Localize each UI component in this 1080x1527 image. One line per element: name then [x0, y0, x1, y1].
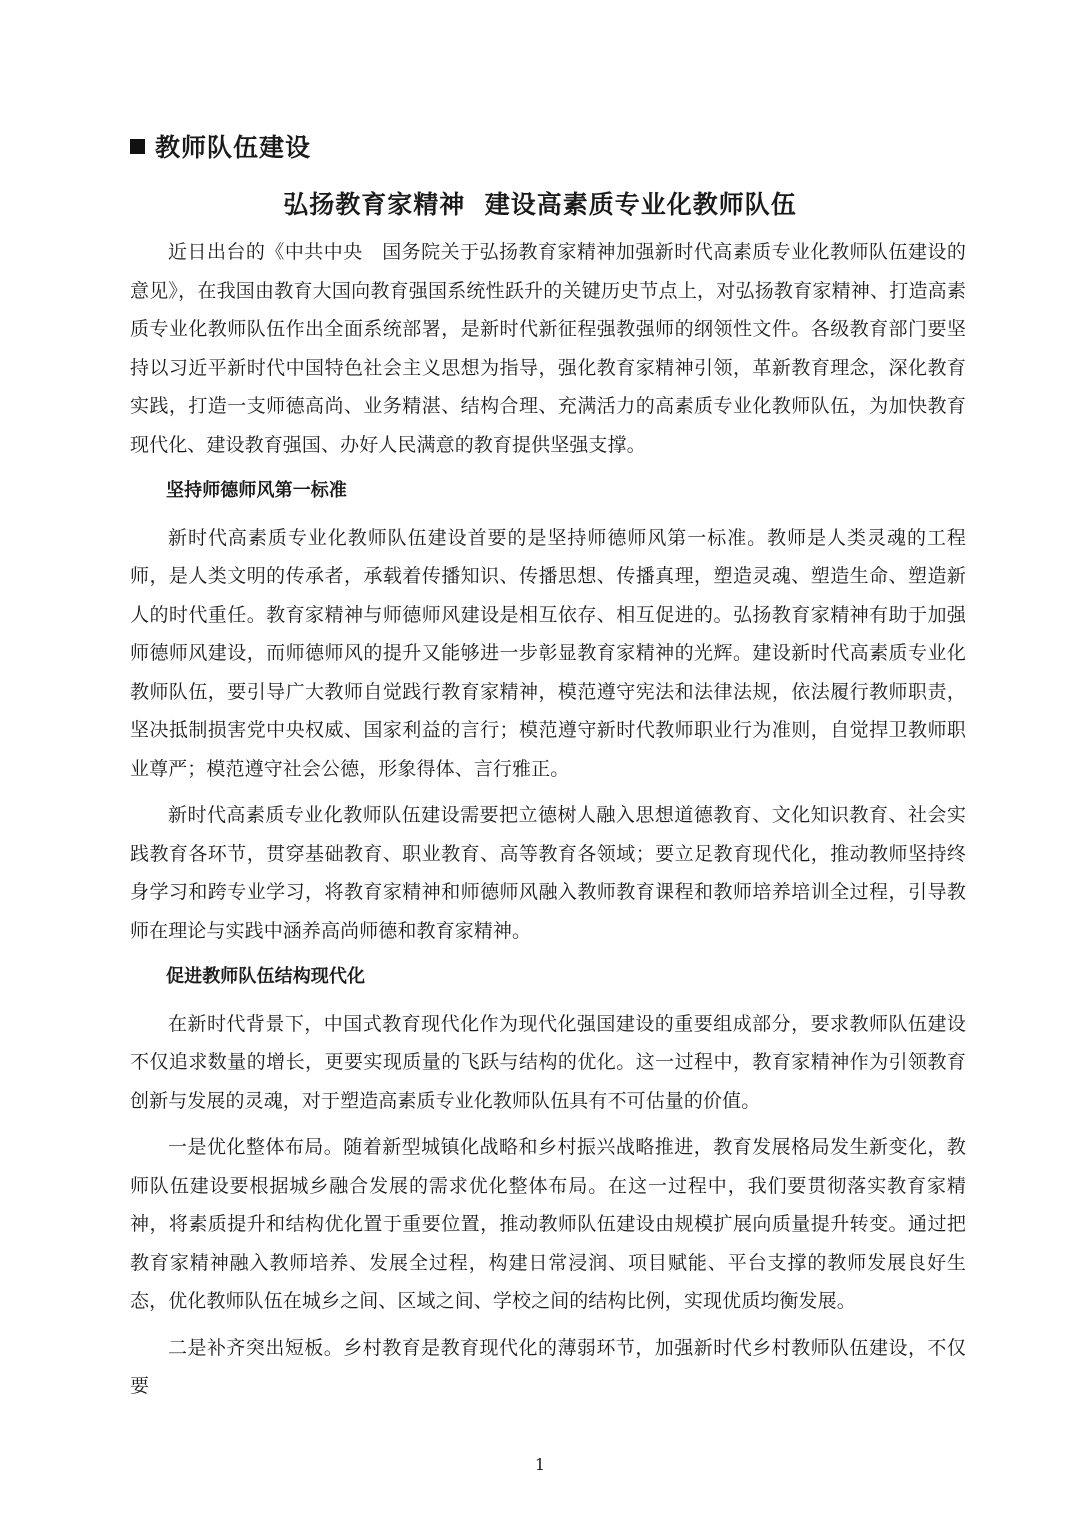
- paragraph: 新时代高素质专业化教师队伍建设首要的是坚持师德师风第一标准。教师是人类灵魂的工程师，是人类文明的传承者，承载着传播知识、传播思想、传播真理，塑造灵魂、塑造生命、塑造新人的时代重任。教育家精神与师德师风建设是相互依存、相互促进的。弘扬教育家精神有助于加强师德师风建设，而师德师风的提升又能够进一步彰显教育家精神的光辉。建设新时代高素质专业化教师队伍，要引导广大教师自觉践行教育家精神，模范遵守宪法和法律法规，依法履行教师职责，坚决抵制损害党中央权威、国家利益的言行；模范遵守新时代教师职业行为准则，自觉捍卫教师职业尊严；模范遵守社会公德，形象得体、言行雅正。: [130, 526, 966, 780]
- article-title: 弘扬教育家精神 建设高素质专业化教师队伍: [283, 190, 797, 219]
- paragraph: 二是补齐突出短板。乡村教育是教育现代化的薄弱环节，加强新时代乡村教师队伍建设，不仅要: [130, 1336, 966, 1397]
- page-number: 1: [534, 1455, 546, 1474]
- paragraph: 在新时代背景下，中国式教育现代化作为现代化强国建设的重要组成部分，要求教师队伍建设不仅追求数量的增长，更要实现质量的飞跃与结构的优化。这一过程中，教育家精神作为引领教育创新与发展的灵魂，对于塑造高素质专业化教师队伍具有不可估量的价值。: [130, 1012, 966, 1112]
- section-heading: [130, 128, 311, 164]
- paragraph: 一是优化整体布局。随着新型城镇化战略和乡村振兴战略推进，教育发展格局发生新变化，教师队伍建设要根据城乡融合发展的需求优化整体布局。在这一过程中，我们要贯彻落实教育家精神，将素质提升和结构优化置于重要位置，推动教师队伍建设由规模扩展向质量提升转变。通过把教育家精神融入教师培养、发展全过程，构建日常浸润、项目赋能、平台支撑的教师发展良好生态，优化教师队伍在城乡之间、区域之间、学校之间的结构比例，实现优质均衡发展。: [130, 1136, 966, 1312]
- paragraph: 近日出台的《中共中央 国务院关于弘扬教育家精神加强新时代高素质专业化教师队伍建设的意见》，在我国由教育大国向教育强国系统性跃升的关键历史节点上，对弘扬教育家精神、打造高素质专业化教师队伍作出全面系统部署，是新时代新征程强教强师的纲领性文件。各级教育部门要坚持以习近平新时代中国特色社会主义思想为指导，强化教育家精神引领，革新教育理念，深化教育实践，打造一支师德高尚、业务精湛、结构合理、充满活力的高素质专业化教师队伍，为加快教育现代化、建设教育强国、办好人民满意的教育提供坚强支撑。: [130, 241, 966, 456]
- section-title: 教师队伍建设: [155, 133, 312, 162]
- subheading: 坚持师德师风第一标准: [166, 480, 347, 501]
- article-body: [130, 233, 966, 1414]
- paragraph: 新时代高素质专业化教师队伍建设需要把立德树人融入思想道德教育、文化知识教育、社会实践教育各环节，贯穿基础教育、职业教育、高等教育各领域；要立足教育现代化，推动教师坚持终身学习和跨专业学习，将教育家精神和师德师风融入教师教育课程和教师培养培训全过程，引导教师在理论与实践中涵养高尚师德和教育家精神。: [130, 804, 966, 942]
- square-bullet-icon: [130, 139, 145, 154]
- subheading: 促进教师队伍结构现代化: [166, 966, 366, 987]
